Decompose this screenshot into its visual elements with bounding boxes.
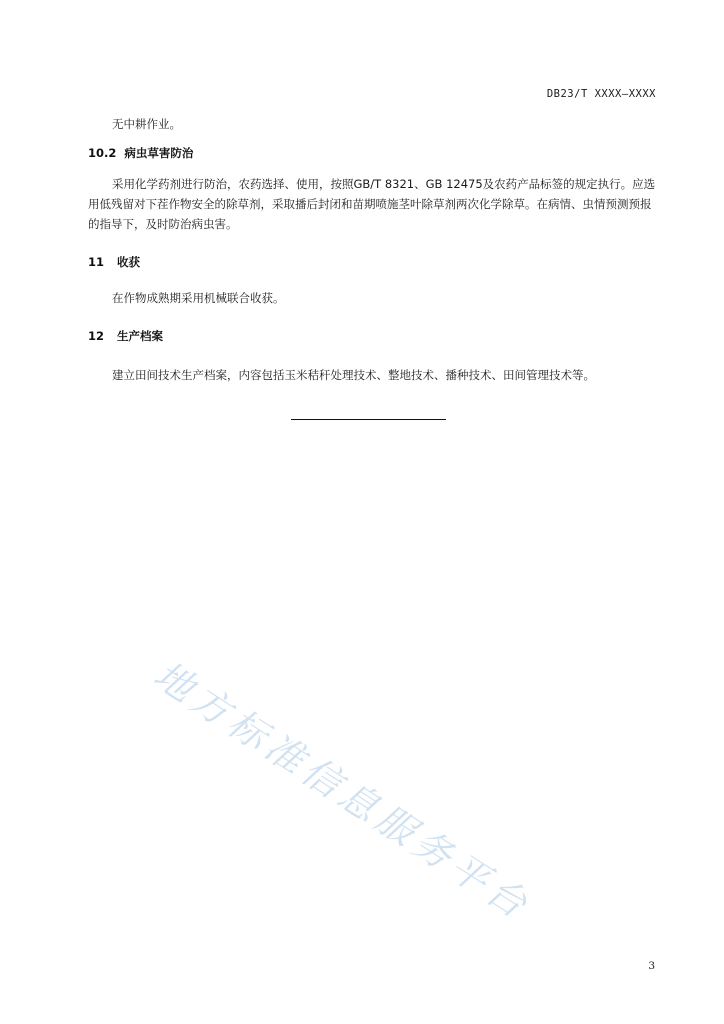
section-title: 生产档案 [117, 329, 164, 343]
section-title: 收获 [117, 255, 141, 269]
section-11-paragraph: 在作物成熟期采用机械联合收获。 [112, 291, 285, 305]
page-number: 3 [648, 960, 655, 972]
watermark: 地方标准信息服务平台 [146, 652, 540, 930]
section-10-2-paragraph: 采用化学药剂进行防治，农药选择、使用，按照GB/T 8321、GB 12475及农药产品标签的规定执行。应选用低残留对下茬作物安全的除草剂，采取播后封闭和苗期喷施茎叶除草剂两次化学除草。在病情、虫情预测预报的指导下，及时防治病虫害。 [88, 177, 656, 231]
section-number: 11 [88, 255, 105, 269]
section-10-2-heading [88, 145, 193, 161]
end-rule [291, 419, 446, 420]
document-code: DB23/T XXXX—XXXX [546, 88, 656, 100]
section-12-heading [88, 328, 163, 344]
section-number: 10.2 [88, 146, 117, 160]
section-title: 病虫草害防治 [124, 146, 194, 160]
section-11-heading [88, 254, 140, 270]
section-number: 12 [88, 329, 105, 343]
continuation-text: 无中耕作业。 [112, 117, 181, 131]
section-12-paragraph: 建立田间技术生产档案，内容包括玉米秸秆处理技术、整地技术、播种技术、田间管理技术等。 [112, 368, 595, 382]
